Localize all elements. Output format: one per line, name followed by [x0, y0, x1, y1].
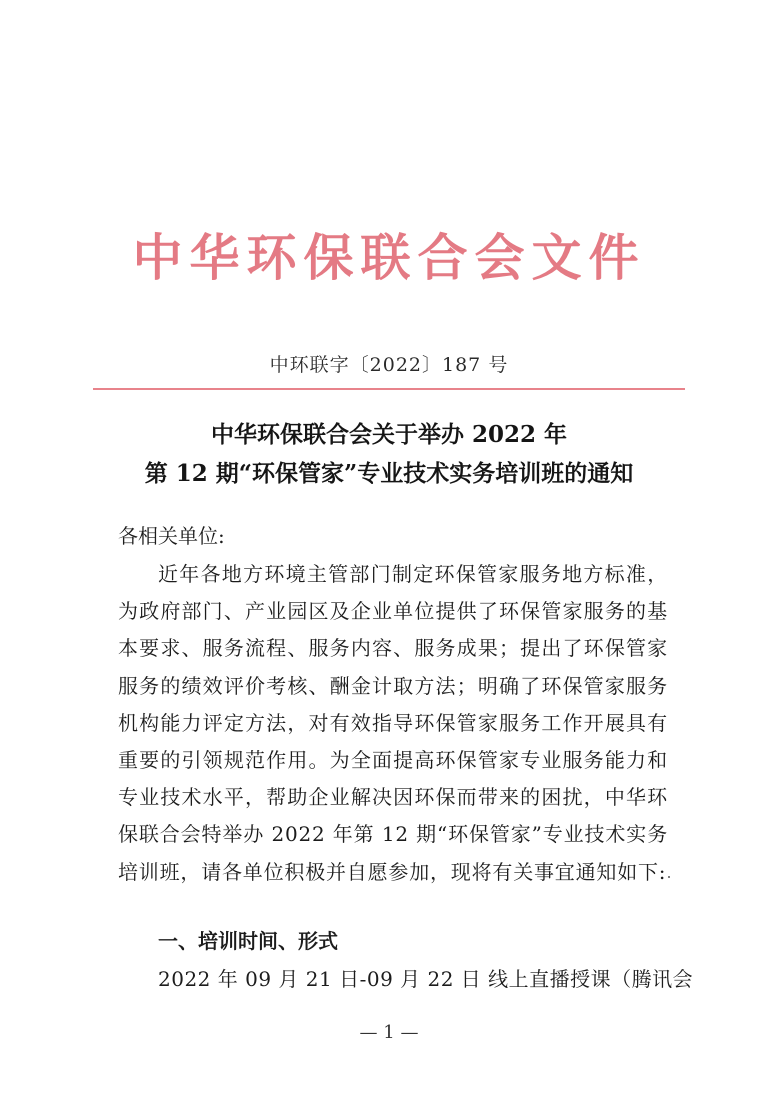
page-number: — 1 — [359, 1022, 419, 1043]
body-paragraph: 近年各地方环境主管部门制定环保管家服务地方标准，为政府部门、产业园区及企业单位提供了环保管家服务的基本要求、服务流程、服务内容、服务成果；提出了环保管家服务的绩效评价考核、酬金计取方法；明确了环保管家服务机构能力评定方法，对有效指导环保管家服务工作开展具有重要的引领规范作用。为全面提高环保管家专业服务能力和专业技术水平，帮助企业解决因环保而带来的困扰，中华环保联合会特举办 2022 年第 12 期“环保管家”专业技术实务培训班，请各单位积极并自愿参加，现将有关事宜通知如下: [118, 562, 668, 884]
document-number: 中环联字〔2022〕187 号 [269, 354, 509, 376]
training-time-line: 2022 年 09 月 21 日-09 月 22 日 线上直播授课（腾讯会 [158, 967, 694, 991]
notice-title-line-1: 中华环保联合会关于举办 2022 年 [210, 421, 568, 448]
scan-speck [668, 876, 670, 878]
section-heading-training-time: 一、培训时间、形式 [158, 929, 338, 953]
notice-title-line-2: 第 12 期“环保管家”专业技术实务培训班的通知 [144, 460, 634, 487]
salutation: 各相关单位: [118, 524, 225, 548]
document-header: 中华环保联合会文件 [132, 229, 646, 287]
red-divider-line [93, 388, 685, 390]
